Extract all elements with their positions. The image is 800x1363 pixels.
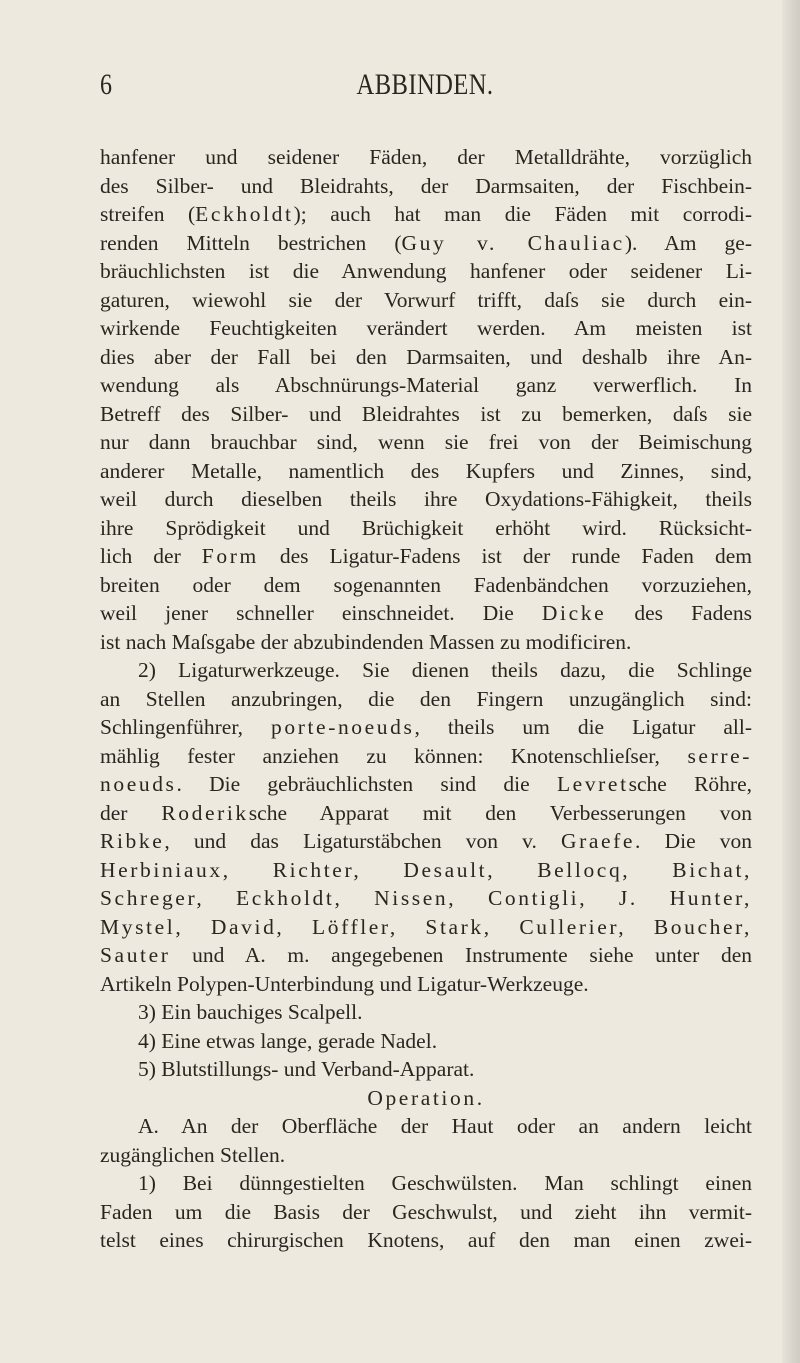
text-segment: 5) Blutstillungs- und Verband-Apparat. bbox=[138, 1057, 475, 1081]
text-segment: zugänglichen Stellen. bbox=[100, 1142, 286, 1167]
text-line bbox=[100, 286, 752, 315]
text-segment: des Ligatur-Fadens ist der runde Faden dem bbox=[258, 544, 752, 568]
text-segment: Schlingenführer, bbox=[100, 715, 272, 739]
text-segment: ). Am ge- bbox=[624, 230, 753, 255]
text-segment: streifen ( bbox=[100, 202, 196, 226]
text-line bbox=[100, 428, 752, 457]
spaced-emphasis: noeuds bbox=[100, 772, 177, 796]
page-title: ABBINDEN. bbox=[356, 68, 494, 101]
text-line bbox=[100, 1027, 752, 1056]
text-line bbox=[100, 229, 752, 258]
spaced-emphasis: Levret bbox=[556, 772, 629, 796]
text-line bbox=[100, 314, 752, 343]
text-line bbox=[100, 485, 752, 514]
spaced-emphasis: Ribke bbox=[100, 829, 165, 853]
spaced-emphasis: Guy v. Chauliac bbox=[401, 230, 625, 255]
spaced-emphasis: Graefe bbox=[560, 829, 636, 853]
text-segment: hanfener und seidener Fäden, der Metalldrähte, vorzüglich bbox=[100, 145, 752, 169]
spaced-emphasis: Dicke bbox=[541, 601, 607, 625]
text-segment: weil durch dieselben theils ihre Oxydations-Fähigkeit, theils bbox=[100, 487, 752, 511]
spaced-emphasis: serre- bbox=[687, 743, 752, 768]
text-segment: bräuchlichsten ist die Anwendung hanfener oder seidener Li- bbox=[100, 259, 752, 283]
text-line bbox=[100, 371, 752, 400]
text-line bbox=[100, 1141, 752, 1170]
text-segment: gaturen, wiewohl sie der Vorwurf trifft, daſs sie durch ein- bbox=[100, 287, 752, 312]
text-segment: . Die gebräuchlichsten sind die bbox=[176, 772, 557, 796]
text-line bbox=[100, 400, 752, 429]
text-segment: Faden um die Basis der Geschwulst, und zieht ihn vermit- bbox=[100, 1199, 752, 1224]
text-line bbox=[100, 970, 752, 999]
spaced-emphasis: Sauter bbox=[100, 943, 171, 967]
text-line bbox=[100, 1198, 752, 1227]
text-segment: 2) Ligaturwerkzeuge. Sie dienen theils dazu, die Schlinge bbox=[138, 658, 752, 682]
text-segment: , und das Ligaturstäbchen von v. bbox=[164, 829, 561, 853]
text-segment: . Die von bbox=[635, 829, 752, 853]
text-segment: renden Mitteln bestrichen ( bbox=[100, 230, 402, 255]
text-line bbox=[100, 827, 752, 856]
text-segment: 4) Eine etwas lange, gerade Nadel. bbox=[138, 1028, 438, 1053]
text-segment: wendung als Abschnürungs-Material ganz verwerflich. In bbox=[100, 373, 752, 397]
page-number: 6 bbox=[100, 68, 112, 101]
text-line bbox=[100, 1112, 752, 1141]
text-segment: sche Röhre, bbox=[628, 772, 753, 796]
text-segment: , theils um die Ligatur all- bbox=[414, 715, 752, 739]
text-line bbox=[100, 542, 752, 571]
text-segment: der bbox=[100, 800, 162, 825]
text-line bbox=[100, 1169, 752, 1198]
text-segment: sche Apparat mit den Verbesserungen von bbox=[248, 800, 752, 825]
text-line bbox=[100, 685, 752, 714]
text-segment: des Fadens bbox=[606, 601, 752, 625]
text-segment: des Silber- und Bleidrahts, der Darmsaiten, der Fischbein- bbox=[100, 173, 752, 198]
running-header bbox=[100, 68, 750, 108]
text-segment: ist nach Maſsgabe der abzubindenden Massen zu modificiren. bbox=[100, 629, 632, 654]
text-segment: ); auch hat man die Fäden mit corrodi- bbox=[293, 202, 752, 226]
text-line bbox=[100, 742, 752, 771]
text-line bbox=[100, 941, 752, 970]
text-line bbox=[100, 172, 752, 201]
text-segment: weil jener schneller einschneidet. Die bbox=[100, 601, 542, 625]
text-segment: 1) Bei dünngestielten Geschwülsten. Man schlingt einen bbox=[138, 1171, 752, 1195]
spaced-emphasis: Schreger, Eckholdt, Nissen, Contigli, J. Hunter, bbox=[100, 886, 752, 910]
spaced-emphasis: Operation. bbox=[367, 1085, 485, 1110]
text-line bbox=[100, 514, 752, 543]
text-line bbox=[100, 656, 752, 685]
text-line bbox=[100, 913, 752, 942]
text-line bbox=[100, 628, 752, 657]
text-segment: ihre Sprödigkeit und Brüchigkeit erhöht wird. Rücksicht- bbox=[100, 515, 752, 540]
text-line bbox=[100, 770, 752, 799]
text-segment: Artikeln Polypen-Unterbindung und Ligatur-Werkzeuge. bbox=[100, 971, 589, 996]
text-segment: an Stellen anzubringen, die den Fingern unzugänglich sind: bbox=[100, 686, 752, 711]
spaced-emphasis: Eckholdt bbox=[195, 202, 294, 226]
text-segment: nur dann brauchbar sind, wenn sie frei von der Beimischung bbox=[100, 430, 752, 454]
text-line bbox=[100, 257, 752, 286]
text-segment: lich der bbox=[100, 544, 202, 568]
spaced-emphasis: Form bbox=[201, 544, 259, 568]
text-line bbox=[100, 998, 752, 1027]
spaced-emphasis: porte-noeuds bbox=[271, 715, 415, 739]
text-segment: Betreff des Silber- und Bleidrahtes ist zu bemerken, daſs sie bbox=[100, 401, 752, 426]
text-line bbox=[100, 884, 752, 913]
text-segment: dies aber der Fall bei den Darmsaiten, und deshalb ihre An- bbox=[100, 344, 752, 369]
text-line bbox=[100, 143, 752, 172]
text-line bbox=[100, 343, 752, 372]
text-segment: und A. m. angegebenen Instrumente siehe unter den bbox=[170, 943, 752, 967]
text-line bbox=[100, 457, 752, 486]
text-line bbox=[100, 599, 752, 628]
text-segment: breiten oder dem sogenannten Fadenbändchen vorzuziehen, bbox=[100, 572, 752, 597]
spaced-emphasis: Mystel, David, Löffler, Stark, Cullerier, Boucher, bbox=[100, 914, 752, 939]
text-line bbox=[100, 856, 752, 885]
text-line bbox=[100, 1084, 752, 1113]
page-edge-shadow bbox=[782, 0, 800, 1363]
text-line bbox=[100, 1055, 752, 1084]
text-line bbox=[100, 1226, 752, 1255]
text-line bbox=[100, 200, 752, 229]
body-text bbox=[100, 143, 752, 1255]
text-segment: mählig fester anziehen zu können: Knotenschlieſser, bbox=[100, 743, 688, 768]
text-segment: telst eines chirurgischen Knotens, auf den man einen zwei- bbox=[100, 1228, 752, 1252]
text-segment: wirkende Feuchtigkeiten verändert werden. Am meisten ist bbox=[100, 316, 752, 340]
spaced-emphasis: Herbiniaux, Richter, Desault, Bellocq, Bichat, bbox=[100, 857, 752, 882]
text-segment: anderer Metalle, namentlich des Kupfers und Zinnes, sind, bbox=[100, 458, 752, 483]
text-line bbox=[100, 799, 752, 828]
text-line bbox=[100, 571, 752, 600]
text-segment: A. An der Oberfläche der Haut oder an andern leicht bbox=[138, 1114, 752, 1138]
text-line bbox=[100, 713, 752, 742]
text-segment: 3) Ein bauchiges Scalpell. bbox=[138, 1000, 363, 1024]
spaced-emphasis: Roderik bbox=[161, 800, 249, 825]
